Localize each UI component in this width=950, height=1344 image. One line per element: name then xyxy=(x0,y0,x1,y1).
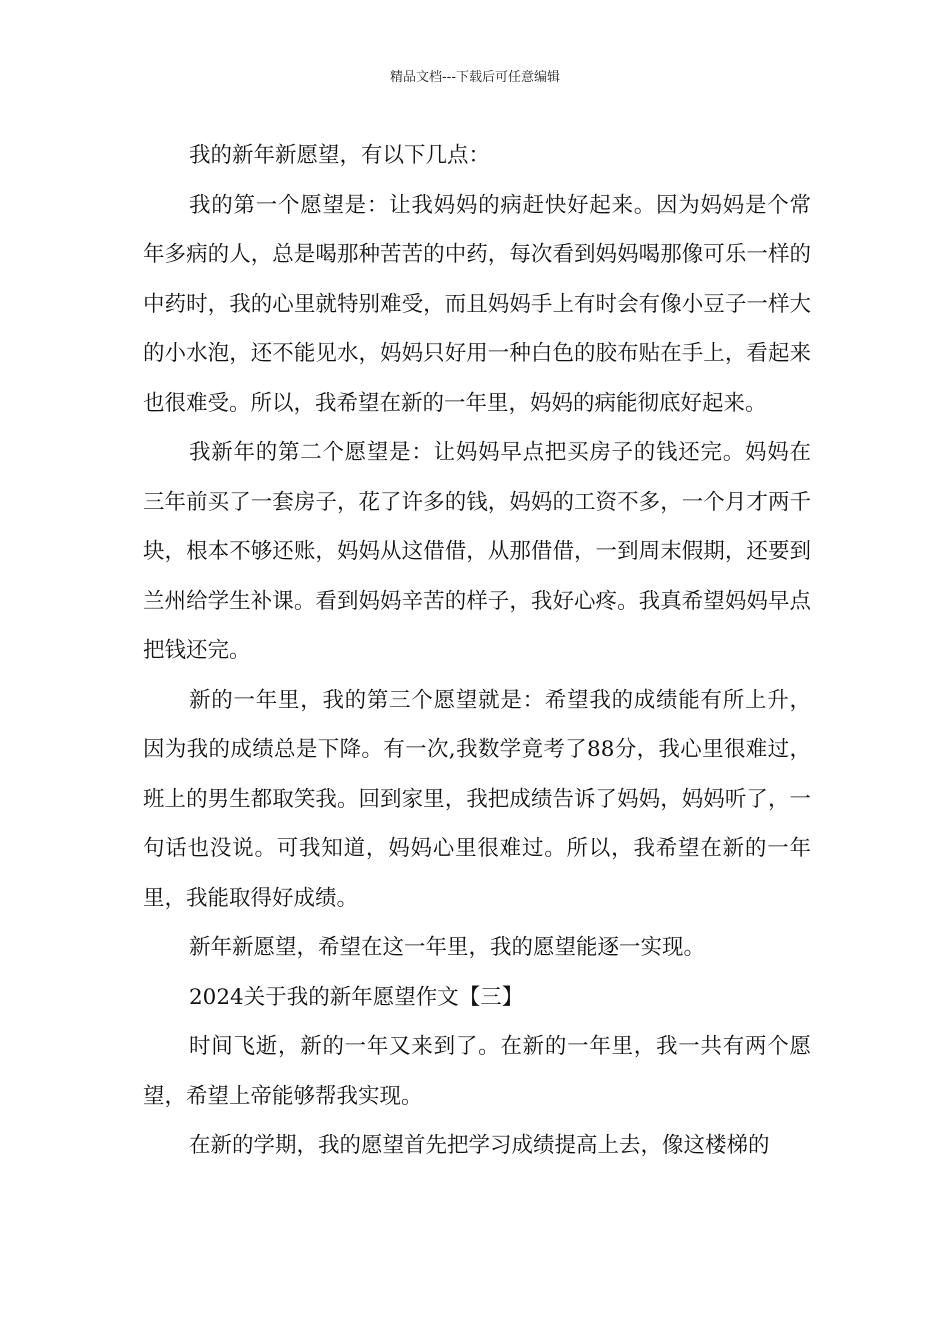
paragraph-third-wish: 新的一年里，我的第三个愿望就是：希望我的成绩能有所上升，因为我的成绩总是下降。有一次,我数学竟考了88分，我心里很难过，班上的男生都取笑我。回到家里，我把成绩告诉了妈妈，妈妈听了，一句话也没说。可我知道，妈妈心里很难过。所以，我希望在新的一年里，我能取得好成绩。 xyxy=(143,687,811,911)
document-body xyxy=(143,131,811,1171)
paragraph-intro: 我的新年新愿望，有以下几点： xyxy=(189,143,491,168)
paragraph-time-flies: 时间飞逝，新的一年又来到了。在新的一年里，我一共有两个愿望，希望上帝能够帮我实现。 xyxy=(143,1034,811,1109)
page-header: 精品文档---下载后可任意编辑 xyxy=(389,70,561,85)
paragraph-conclusion: 新年新愿望，希望在这一年里，我的愿望能逐一实现。 xyxy=(189,935,706,960)
paragraph-new-semester: 在新的学期，我的愿望首先把学习成绩提高上去，像这楼梯的 xyxy=(189,1133,770,1158)
section-title: 2024关于我的新年愿望作文【三】 xyxy=(189,984,524,1010)
paragraph-first-wish: 我的第一个愿望是：让我妈妈的病赶快好起来。因为妈妈是个常年多病的人，总是喝那种苦苦的中药，每次看到妈妈喝那像可乐一样的中药时，我的心里就特别难受，而且妈妈手上有时会有像小豆子一样大的小水泡，还不能见水，妈妈只好用一种白色的胶布贴在手上，看起来也很难受。所以，我希望在新的一年里，妈妈的病能彻底好起来。 xyxy=(143,192,811,416)
paragraph-second-wish: 我新年的第二个愿望是：让妈妈早点把买房子的钱还完。妈妈在三年前买了一套房子，花了许多的钱，妈妈的工资不多，一个月才两千块，根本不够还账，妈妈从这借借，从那借借，一到周末假期，还要到兰州给学生补课。看到妈妈辛苦的样子，我好心疼。我真希望妈妈早点把钱还完。 xyxy=(143,440,811,663)
